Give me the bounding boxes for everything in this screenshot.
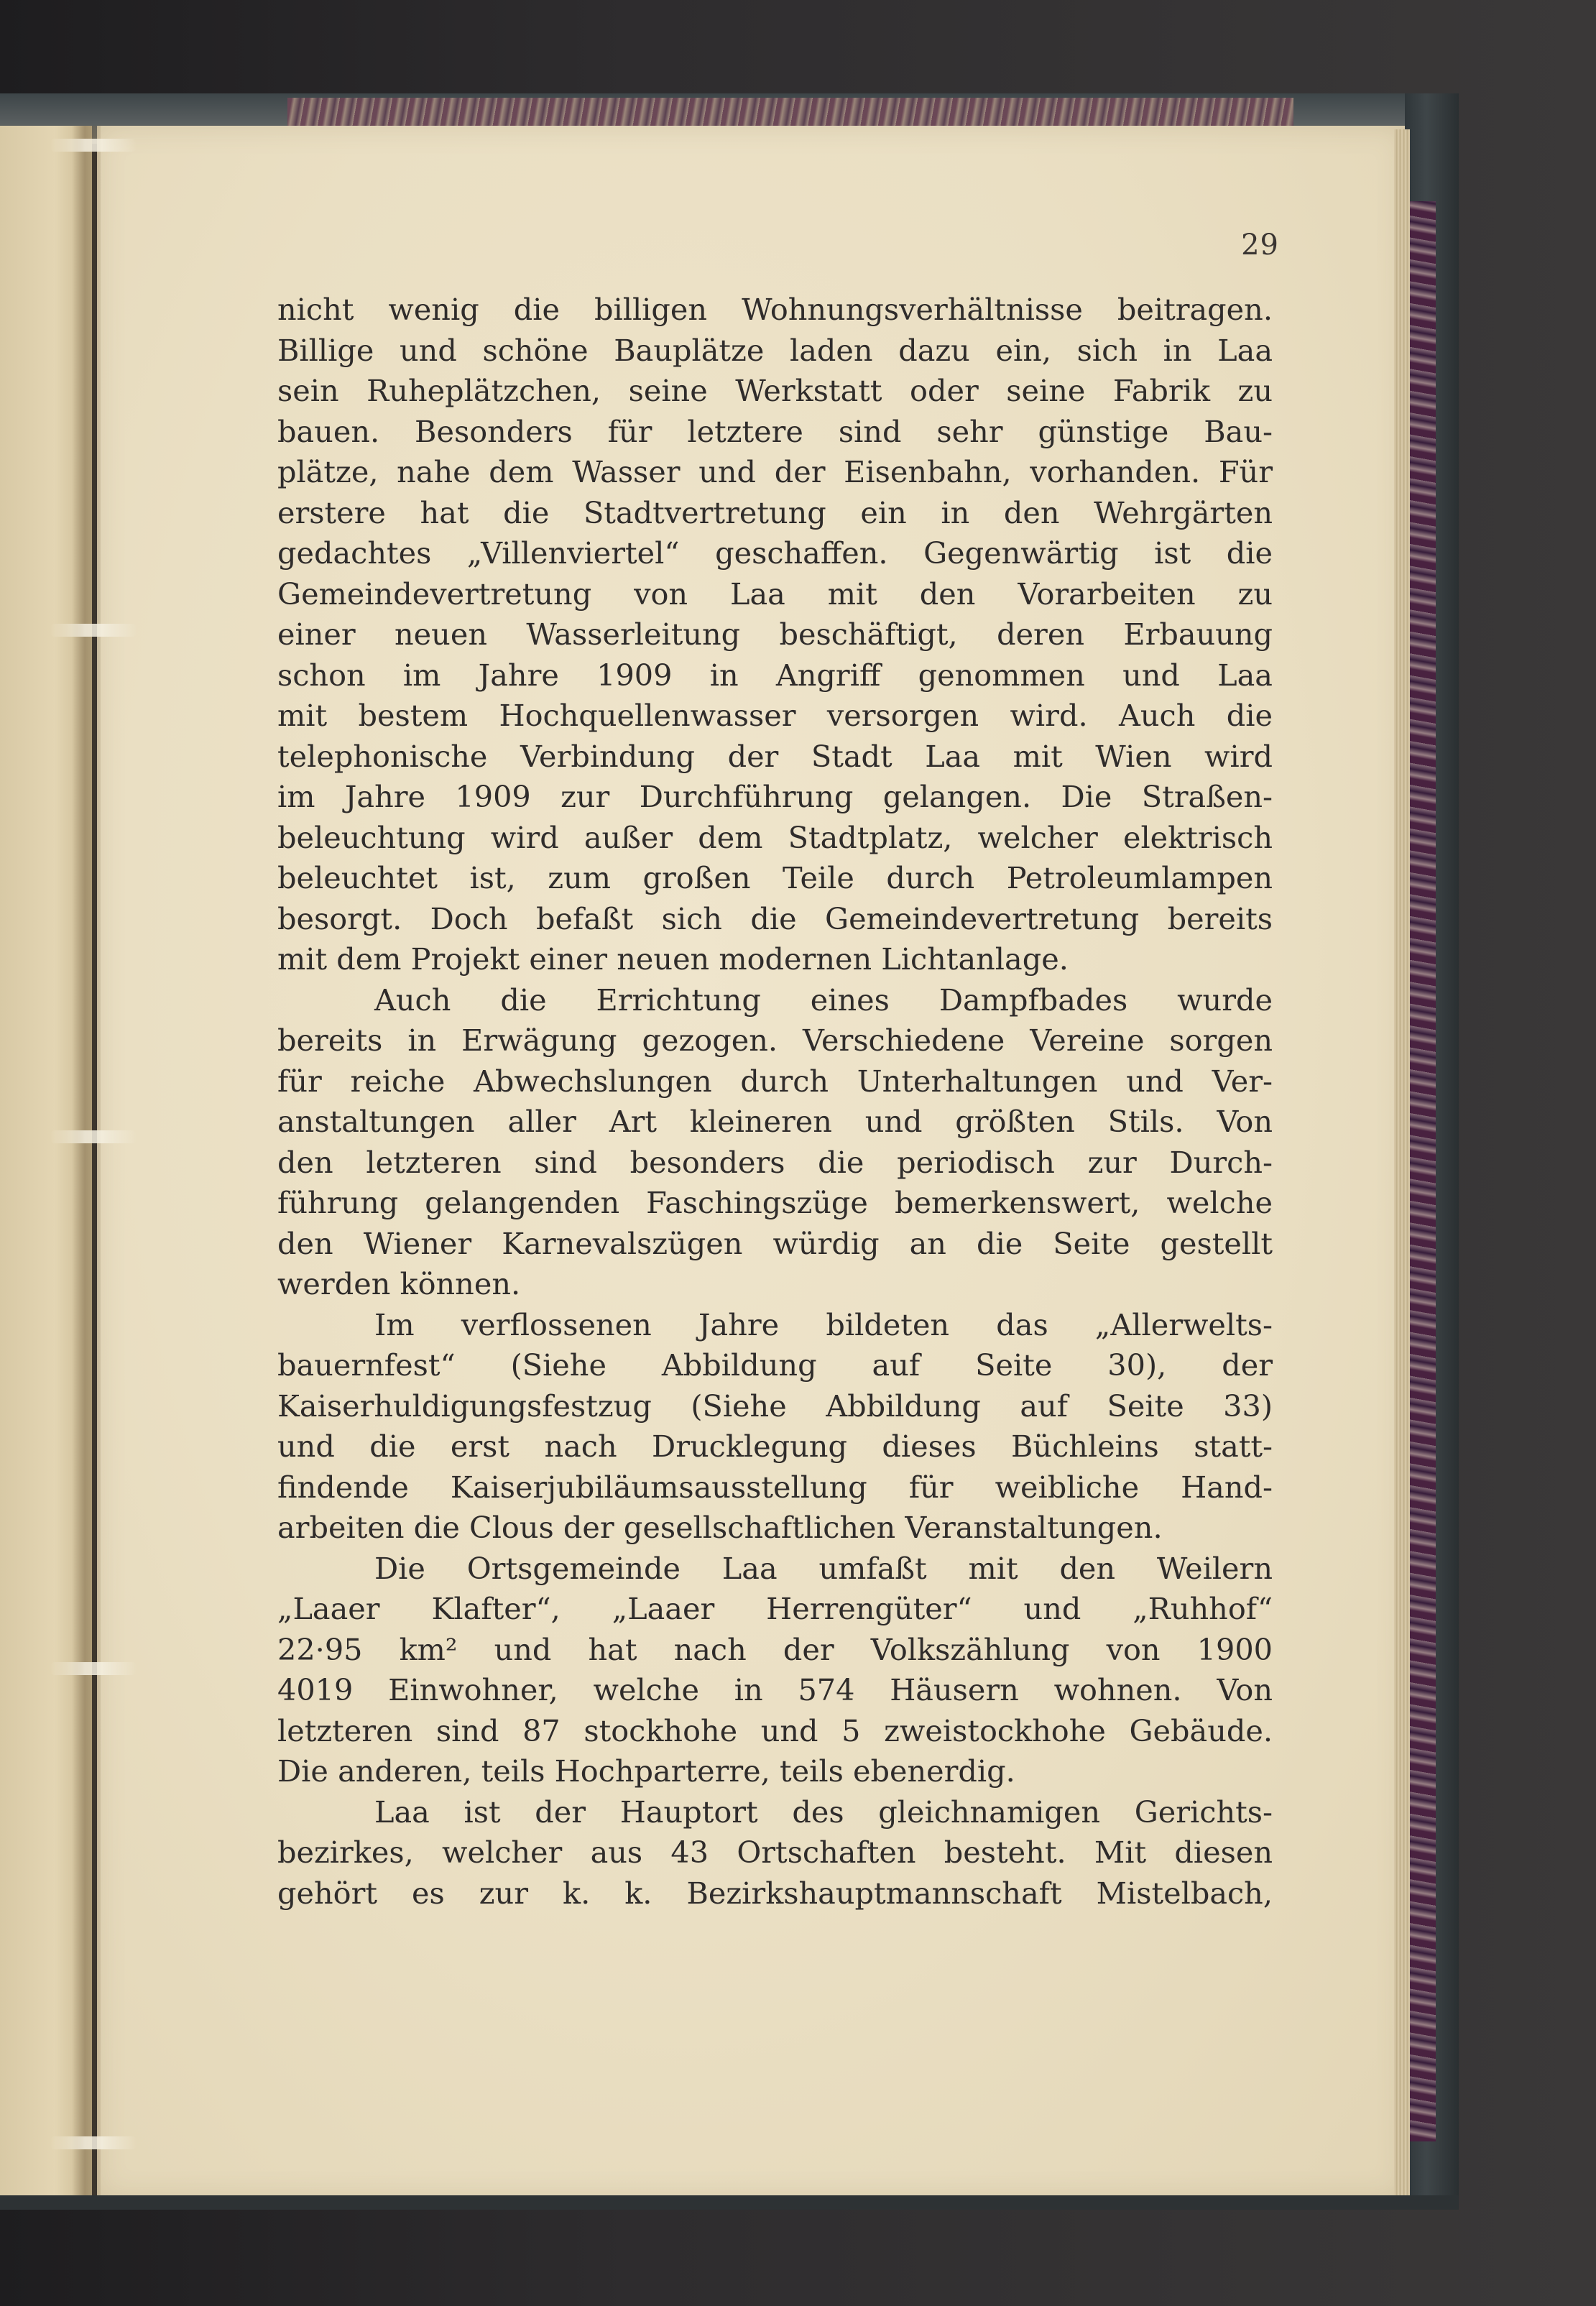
text-line: und die erst nach Drucklegung dieses Büchleins statt- — [277, 1429, 1273, 1464]
text-line: beleuchtet ist, zum großen Teile durch Petroleumlampen — [277, 861, 1273, 895]
text-line: führung gelangenden Faschingszüge bemerkenswert, welche — [277, 1186, 1273, 1220]
text-line: Kaiserhuldigungsfestzug (Siehe Abbildung auf Seite 33) — [277, 1388, 1273, 1424]
text-line: mit dem Projekt einer neuen modernen Lichtanlage. — [277, 942, 1069, 977]
text-line: besorgt. Doch befaßt sich die Gemeindevertretung bereits — [277, 901, 1273, 936]
text-line: „Laaer Klafter“, „Laaer Herrengüter“ und „Ruhhof“ — [277, 1592, 1273, 1626]
text-line: Laa ist der Hauptort des gleichnamigen Gerichts- — [374, 1794, 1273, 1830]
text-line: Gemeindevertretung von Laa mit den Vorarbeiten zu — [277, 576, 1273, 612]
text-line: findende Kaiserjubiläumsausstellung für weibliche Hand- — [277, 1470, 1273, 1505]
text-line: im Jahre 1909 zur Durchführung gelangen. Die Straßen- — [277, 780, 1273, 814]
text-line: erstere hat die Stadtvertretung ein in den Wehrgärten — [277, 495, 1273, 530]
text-line: den letzteren sind besonders die periodisch zur Durch- — [277, 1145, 1273, 1180]
binding-stitch — [50, 139, 137, 152]
text-line: Im verflossenen Jahre bildeten das „Allerwelts- — [374, 1307, 1273, 1342]
text-line: einer neuen Wasserleitung beschäftigt, deren Erbauung — [277, 617, 1273, 652]
paragraph — [277, 1549, 1273, 1792]
paragraph — [277, 290, 1273, 980]
body-text — [277, 290, 1273, 1914]
text-line: gedachtes „Villenviertel“ geschaffen. Gegenwärtig ist die — [277, 536, 1273, 571]
page-number: 29 — [1241, 229, 1279, 262]
text-line: werden können. — [277, 1267, 521, 1301]
text-line: mit bestem Hochquellenwasser versorgen wird. Auch die — [277, 698, 1273, 733]
binding-stitch — [50, 2136, 137, 2149]
paragraph — [277, 980, 1273, 1305]
book-cover-bottom-edge — [0, 2195, 1459, 2210]
text-line: telephonische Verbindung der Stadt Laa mit Wien wird — [277, 739, 1273, 774]
text-line: bezirkes, welcher aus 43 Ortschaften besteht. Mit diesen — [277, 1835, 1273, 1870]
binding-stitch — [50, 1662, 137, 1675]
text-line: 4019 Einwohner, welche in 574 Häusern wohnen. Von — [277, 1673, 1273, 1707]
paragraph — [277, 1305, 1273, 1549]
text-line: schon im Jahre 1909 in Angriff genommen und Laa — [277, 658, 1273, 693]
text-line: 22·95 km² und hat nach der Volkszählung von 1900 — [277, 1632, 1273, 1667]
paragraph — [277, 1792, 1273, 1914]
text-line: Die Ortsgemeinde Laa umfaßt mit den Weilern — [374, 1551, 1273, 1586]
page-block-edges — [1394, 129, 1410, 2199]
text-line: Billige und schöne Bauplätze laden dazu ein, sich in Laa — [277, 333, 1273, 368]
book-gutter — [72, 126, 101, 2199]
text-line: den Wiener Karnevalszügen würdig an die Seite gestellt — [277, 1226, 1273, 1261]
text-line: arbeiten die Clous der gesellschaftlichen Veranstaltungen. — [277, 1511, 1163, 1545]
binding-stitch — [50, 1130, 137, 1143]
text-line: Auch die Errichtung eines Dampfbades wurde — [374, 982, 1273, 1018]
text-line: plätze, nahe dem Wasser und der Eisenbahn, vorhanden. Für — [277, 455, 1273, 489]
text-line: für reiche Abwechslungen durch Unterhaltungen und Ver- — [277, 1064, 1273, 1099]
text-line: bauernfest“ (Siehe Abbildung auf Seite 30), der — [277, 1348, 1273, 1383]
text-line: beleuchtung wird außer dem Stadtplatz, welcher elektrisch — [277, 820, 1273, 855]
text-line: bauen. Besonders für letztere sind sehr günstige Bau- — [277, 414, 1273, 449]
text-line: gehört es zur k. k. Bezirkshauptmannschaft Mistelbach, — [277, 1876, 1273, 1911]
text-line: nicht wenig die billigen Wohnungsverhältnisse beitragen. — [277, 292, 1273, 327]
text-line: letzteren sind 87 stockhohe und 5 zweistockhohe Gebäude. — [277, 1713, 1273, 1748]
text-line: bereits in Erwägung gezogen. Verschiedene Vereine sorgen — [277, 1023, 1273, 1058]
text-line: Die anderen, teils Hochparterre, teils ebenerdig. — [277, 1754, 1015, 1789]
marbled-edge-right — [1407, 201, 1436, 2141]
text-line: anstaltungen aller Art kleineren und größten Stils. Von — [277, 1104, 1273, 1139]
text-line: sein Ruheplätzchen, seine Werkstatt oder seine Fabrik zu — [277, 374, 1273, 408]
binding-stitch — [50, 624, 137, 637]
